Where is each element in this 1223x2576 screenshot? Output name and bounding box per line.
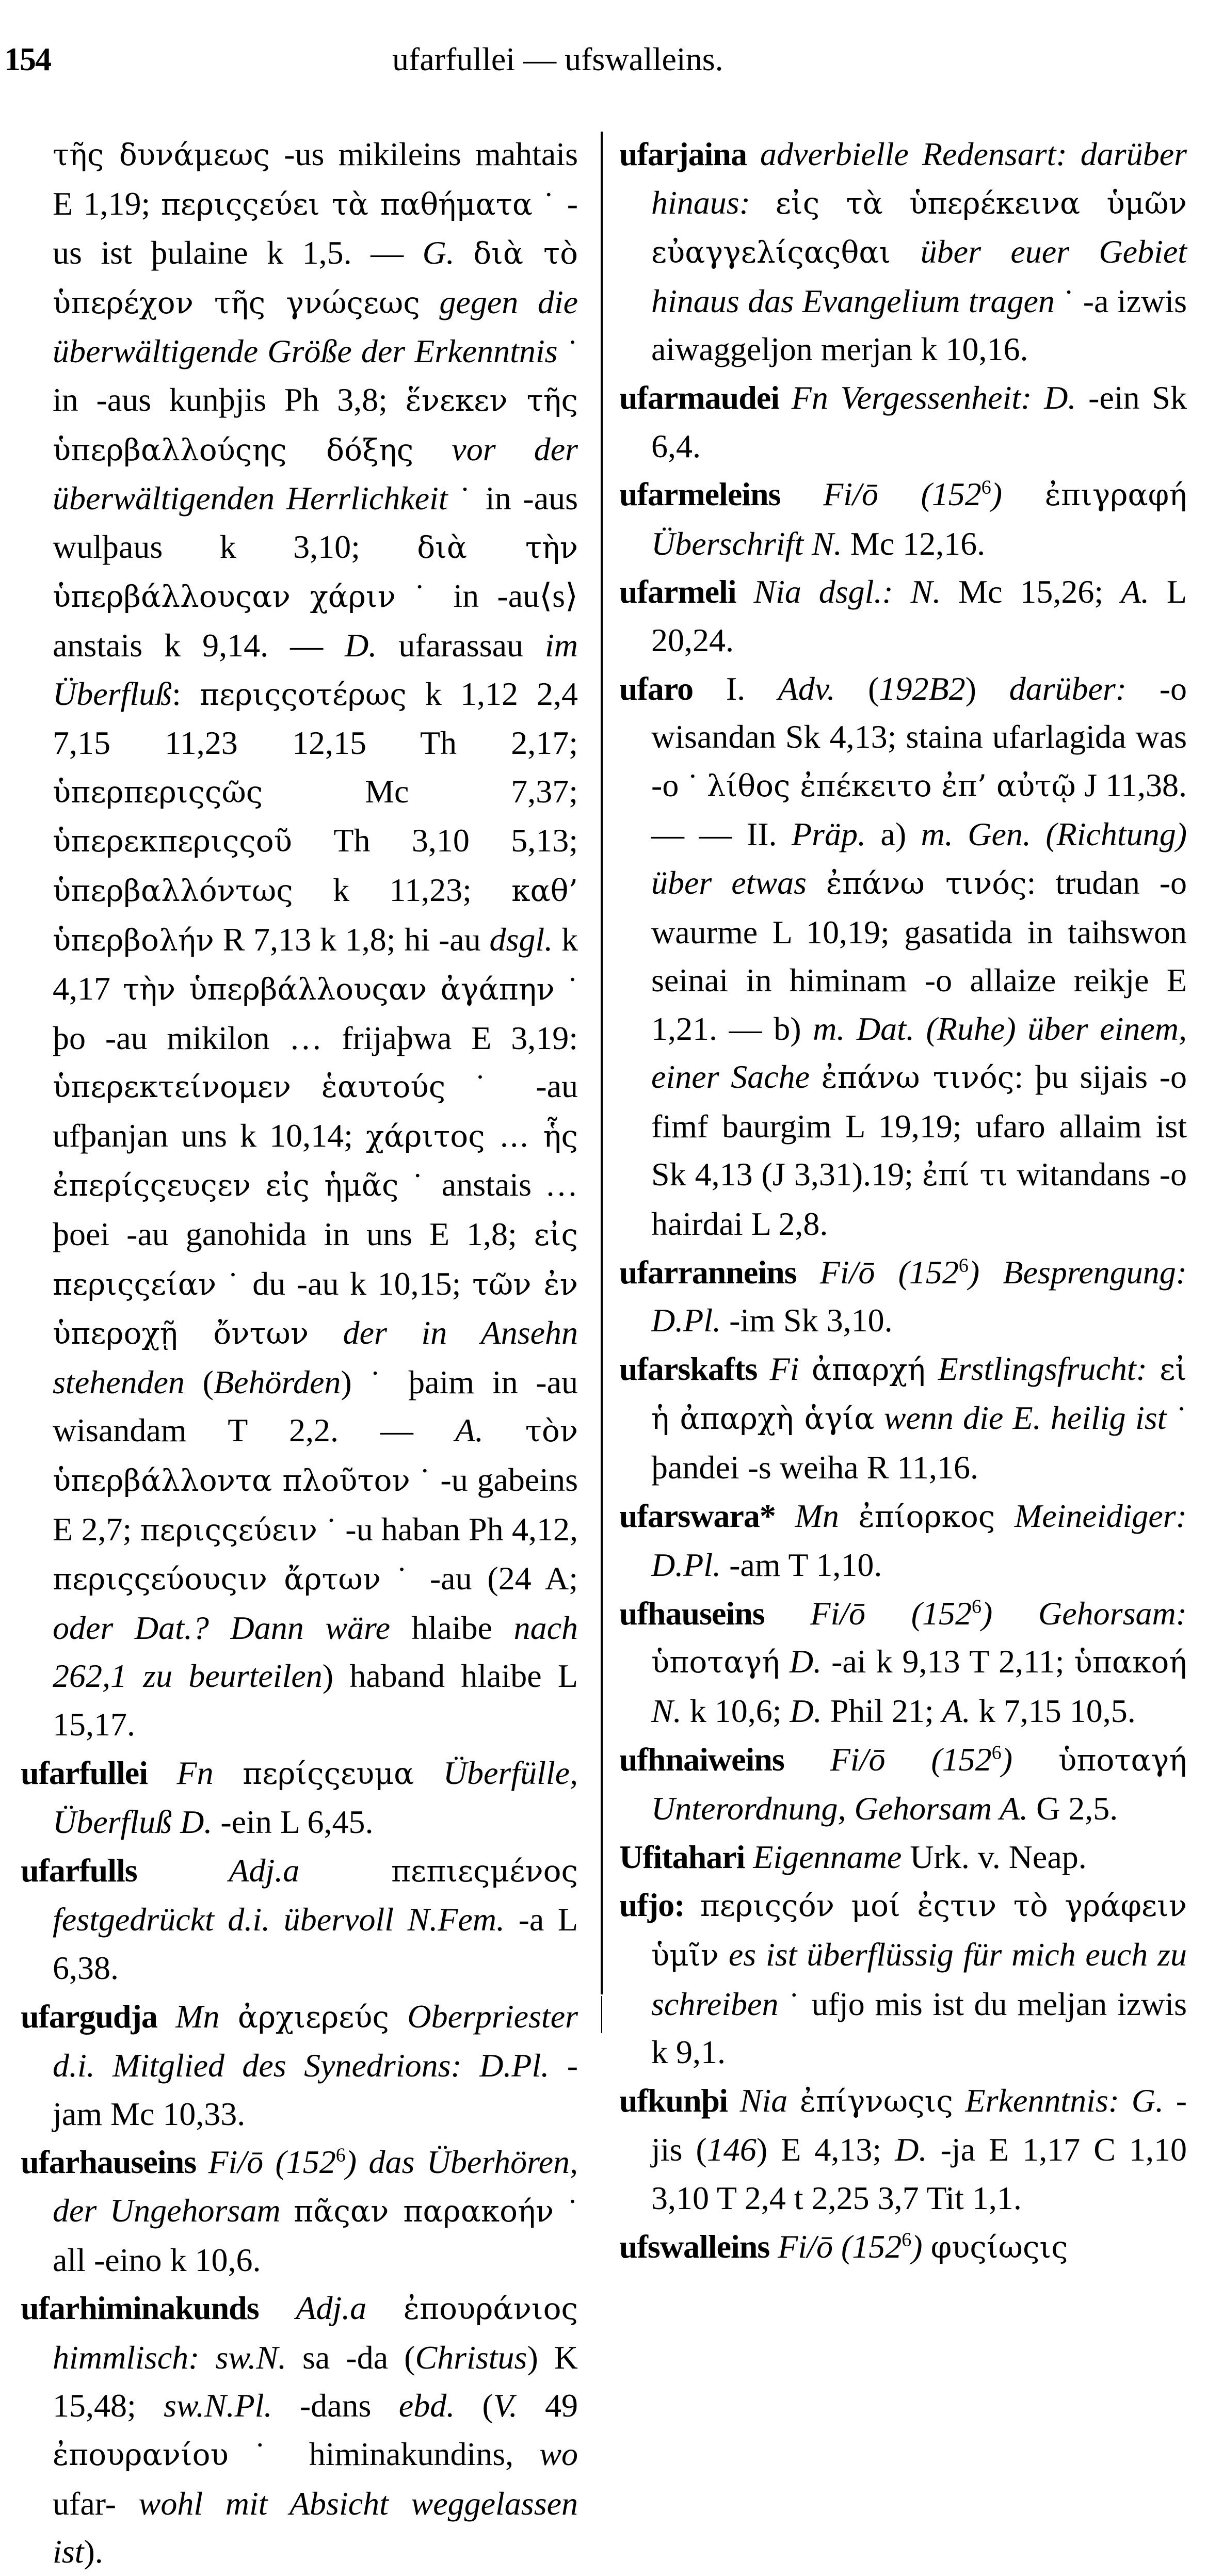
- gloss-text: vor der überwältigenden Herrlichkeit: [53, 430, 578, 517]
- greek-text: ἐπάνω τινός: [826, 865, 1027, 901]
- gloss-text: Behörden: [213, 1363, 341, 1400]
- body-text: [923, 2228, 931, 2265]
- greek-text: τῆς δυνάμεως: [53, 137, 270, 172]
- body-text: ˙ þandei -s weiha R 11,16.: [651, 1399, 1187, 1486]
- body-text: ˙ du -au k 10,15;: [216, 1265, 472, 1302]
- dictionary-entry: [21, 1846, 578, 1992]
- gloss-text: ): [991, 476, 1003, 513]
- gloss-text: 192B2: [879, 670, 965, 707]
- dictionary-entry: [619, 374, 1187, 470]
- running-head: ufarfullei — ufswalleins.: [392, 41, 723, 77]
- body-text: [1147, 1350, 1160, 1387]
- body-text: k 11,23;: [293, 871, 512, 908]
- column-divider: [601, 132, 603, 1994]
- body-text: ) K 15,48;: [53, 2339, 578, 2424]
- gloss-text: Adj.a: [296, 2290, 367, 2327]
- gloss-text: es ist überflüssig für mich euch zu schreiben: [651, 1936, 1187, 2022]
- body-text: witandans -o hairdai L 2,8.: [651, 1156, 1187, 1243]
- gloss-text: sw.N.Pl.: [164, 2387, 272, 2424]
- body-text: ˙ -a izwis aiwaggeljon merjan k 10,16.: [651, 282, 1187, 368]
- gloss-text: Fi/ō (152: [208, 2144, 336, 2181]
- entry-lemma: ufarmeleins: [619, 476, 781, 513]
- right-column: [619, 130, 1187, 2272]
- body-text: ) haband hlaibe L 15,17.: [53, 1657, 578, 1743]
- body-text: k 1,12 2,4 7,15 11,23 12,15 Th 2,17;: [53, 675, 578, 762]
- gloss-text: ): [981, 1595, 993, 1632]
- body-text: ): [965, 670, 1009, 707]
- entry-lemma: ufarskafts: [619, 1350, 758, 1387]
- body-text: 6: [902, 2229, 912, 2251]
- body-text: [799, 1350, 812, 1387]
- body-text: ˙ in -au⟨s⟩ anstais k 9,14. —: [53, 577, 578, 664]
- dictionary-entry: [619, 1248, 1187, 1345]
- entry-lemma: ufarswara*: [619, 1497, 776, 1534]
- body-text: 49: [517, 2387, 578, 2424]
- body-text: ˙ all -eino k 10,6.: [53, 2192, 578, 2278]
- entry-lemma: ufswalleins: [619, 2228, 770, 2265]
- body-text: [810, 1058, 822, 1095]
- body-text: [874, 1399, 883, 1436]
- left-column: [21, 130, 578, 2576]
- gloss-text: Oberpriester d.i. Mitglied des Synedrions: D.Pl.: [53, 1998, 578, 2084]
- gloss-text: Nia: [739, 2082, 788, 2119]
- body-text: [299, 1852, 391, 1889]
- greek-text: ἐπίορκος: [858, 1499, 995, 1534]
- gloss-text: Überschrift N.: [651, 525, 842, 562]
- gloss-text: das Überhören, der Ungehorsam: [53, 2144, 578, 2229]
- body-text: ˙ -au ufþanjan uns k 10,14;: [53, 1068, 578, 1154]
- body-text: [979, 1254, 1003, 1291]
- body-text: [309, 1314, 343, 1351]
- body-text: G 2,5.: [1028, 1790, 1118, 1827]
- dictionary-entry: [619, 1881, 1187, 2076]
- body-text: [1002, 476, 1045, 512]
- body-text: -dans: [272, 2387, 399, 2424]
- entry-lemma: ufarfullei: [21, 1754, 148, 1791]
- gloss-text: D.: [345, 626, 377, 664]
- body-text: [366, 2290, 404, 2326]
- dictionary-entry: [619, 130, 1187, 374]
- greek-text: ἐπουράνιος: [403, 2291, 578, 2327]
- gloss-text: Präp.: [791, 816, 866, 853]
- greek-text: ἀπαρχή: [811, 1351, 926, 1387]
- body-text: Phil 21;: [822, 1693, 942, 1729]
- gloss-text: G.: [422, 234, 455, 271]
- greek-text: πᾶςαν παρακοήν: [294, 2193, 554, 2229]
- gloss-text: m. Dat. (Ruhe) über einem, einer Sache: [651, 1010, 1187, 1096]
- gloss-text: Fn Vergessenheit: D.: [791, 379, 1076, 416]
- body-text: [719, 1936, 729, 1973]
- dictionary-entry: [619, 2223, 1187, 2272]
- greek-text: ἐπί τι: [922, 1157, 1008, 1193]
- gloss-text: Erkenntnis: G.: [965, 2082, 1164, 2119]
- gloss-text: Fi/ō (152: [830, 1741, 992, 1778]
- body-text: :: [172, 675, 200, 712]
- dictionary-entry: [21, 1749, 578, 1846]
- body-text: [220, 1998, 238, 2035]
- body-text: 6: [972, 1596, 982, 1618]
- body-text: [357, 2144, 368, 2180]
- body-text: [750, 184, 776, 221]
- entry-lemma: ufkunþi: [619, 2082, 728, 2119]
- body-text: R 7,13 k 1,8; hi -au: [214, 921, 490, 958]
- entry-lemma: ufarfulls: [21, 1852, 137, 1889]
- body-text: Mc 7,37;: [263, 772, 578, 810]
- greek-text: εἰς τὰ ὑπερέκεινα ὑμῶν εὐαγγελίςαςθαι: [651, 185, 1187, 270]
- body-text: [214, 1754, 243, 1791]
- body-text: Mc 12,16.: [842, 525, 986, 562]
- body-text: ˙ -u haban Ph 4,12,: [317, 1510, 578, 1548]
- body-text: 6: [335, 2145, 346, 2167]
- gloss-text: m. Gen. (Richtung) über etwas: [651, 816, 1187, 901]
- entry-lemma: ufarhiminakunds: [21, 2290, 259, 2327]
- greek-text: τὸν ὑπερβάλλοντα πλοῦτον: [53, 1413, 578, 1499]
- body-text: 6: [958, 1254, 969, 1277]
- greek-text: περιςςόν μοί ἐςτιν τὸ γράφειν ὑμῖν: [651, 1888, 1187, 1973]
- body-text: -ja E 1,17 C 1,10 3,10 T 2,4 t 2,25 3,7 Tit 1,1.: [651, 2131, 1187, 2216]
- body-text: ˙ -au (24 A;: [381, 1560, 578, 1597]
- dictionary-entry: [21, 2284, 578, 2576]
- gloss-text: Fi/ō (152: [819, 1253, 959, 1291]
- gloss-text: Gehorsam:: [1038, 1595, 1187, 1632]
- gloss-text: darüber:: [1009, 670, 1127, 707]
- gloss-text: über euer Gebiet hinaus das Evangelium tragen: [651, 233, 1187, 319]
- body-text: Th 3,10 5,13;: [292, 822, 578, 859]
- greek-text: χάριτος … ἧς ἐπερίςςευςεν εἰς ἡμᾶς: [53, 1118, 578, 1203]
- body-text: k 7,15 10,5.: [970, 1693, 1136, 1729]
- gloss-text: Fi/ō (152: [810, 1595, 972, 1632]
- greek-text: περίςςευμα: [243, 1756, 414, 1791]
- body-text: ˙ himinakundins,: [228, 2435, 540, 2472]
- gloss-text: Überfülle, Überfluß D.: [53, 1754, 578, 1841]
- gloss-text: adverbielle Redensart: darüber hinaus:: [651, 136, 1187, 221]
- body-text: [992, 1595, 1038, 1632]
- body-text: (: [184, 1363, 214, 1400]
- gloss-text: Nia dsgl.: N.: [753, 573, 941, 610]
- body-text: -a L 6,38.: [53, 1901, 578, 1986]
- gloss-text: Unterordnung, Gehorsam A.: [651, 1790, 1028, 1827]
- greek-text: ὑποταγή: [1058, 1742, 1187, 1778]
- entry-lemma: ufhauseins: [619, 1595, 765, 1632]
- gloss-text: Mn: [795, 1497, 839, 1534]
- gloss-text: 146: [706, 2131, 757, 2168]
- dictionary-entry: [619, 665, 1187, 1248]
- gloss-text: oder Dat.? Dann wäre: [53, 1609, 390, 1646]
- body-text: ˙ þo -au mikilon … frijaþwa E 3,19:: [53, 970, 578, 1056]
- entry-lemma: ufarmaudei: [619, 379, 779, 416]
- greek-text: ὑποταγή: [651, 1645, 780, 1680]
- gloss-text: im Überfluß: [53, 626, 578, 712]
- body-text: -us mikileins mahtais E 1,19;: [53, 136, 578, 222]
- greek-text: ἐπουρανίου: [53, 2437, 229, 2472]
- body-text: a): [865, 816, 921, 853]
- body-text: ufarassau: [377, 626, 545, 664]
- greek-text: ὑπερεκτείνομεν ἑαυτούς: [53, 1069, 446, 1105]
- gloss-text: Adj.a: [229, 1852, 300, 1889]
- greek-text: διὰ τὸ ὑπερέχον τῆς γνώςεως: [53, 236, 578, 320]
- body-text: -o wisandan Sk 4,13; staina ufarlagida was -o ˙: [651, 670, 1187, 803]
- greek-text: φυςίωςις: [930, 2229, 1068, 2265]
- gloss-text: Christus: [415, 2339, 527, 2376]
- body-text: [953, 2082, 965, 2119]
- dictionary-entry: [619, 1735, 1187, 1833]
- body-text: -jis (: [651, 2082, 1187, 2168]
- body-text: : trudan -o waurme L 10,19; gasatida in taihswon seinai in himinam -o allaize reikje E 1,21. — b): [651, 864, 1187, 1047]
- greek-text: ὑπερεκπεριςςοῦ: [53, 824, 292, 859]
- gloss-text: A.: [942, 1693, 971, 1729]
- body-text: [839, 1498, 859, 1534]
- body-text: k 4,17: [53, 921, 578, 1007]
- body-text: [807, 864, 826, 901]
- body-text: k 10,6;: [681, 1693, 790, 1729]
- body-text: Mc 15,26;: [941, 573, 1121, 610]
- dictionary-entry: [619, 2076, 1187, 2223]
- gloss-text: wohl mit Absicht weggelassen ist: [53, 2485, 578, 2570]
- greek-text: ἐπιγραφή: [1044, 477, 1187, 513]
- gloss-text: dsgl.: [489, 921, 553, 958]
- greek-text: λίθος ἐπέκειτο ἐπ’ αὐτῷ: [706, 768, 1076, 803]
- greek-text: περιςςεύειν: [140, 1512, 317, 1548]
- body-text: [925, 1350, 938, 1387]
- gloss-text: D.: [895, 2131, 927, 2168]
- greek-text: τὴν ὑπερβάλλουςαν ἀγάπην: [122, 972, 555, 1007]
- dictionary-entry: [619, 1833, 1187, 1881]
- body-text: ˙ ufjo mis ist du meljan izwis k 9,1.: [651, 1985, 1187, 2071]
- gloss-text: Meineidiger: D.Pl.: [651, 1497, 1187, 1584]
- left-entries: [21, 1749, 578, 2576]
- entry-lemma: ufjo:: [619, 1887, 685, 1924]
- body-text: ufar-: [53, 2485, 139, 2522]
- greek-text: περιςςεύει τὰ παθήματα: [160, 186, 533, 222]
- gloss-text: D.: [789, 1643, 822, 1680]
- gloss-text: festgedrückt d.i. übervoll N.Fem.: [53, 1901, 505, 1938]
- entry-lemma: ufarranneins: [619, 1253, 797, 1291]
- body-text: [281, 2192, 294, 2229]
- body-text: -ein L 6,45.: [212, 1804, 374, 1841]
- body-text: -am T 1,10.: [721, 1547, 882, 1584]
- body-text: -jam Mc 10,33.: [53, 2047, 578, 2132]
- entry-lemma: ufaro: [619, 670, 694, 707]
- body-text: ).: [84, 2533, 103, 2570]
- body-text: [1012, 1741, 1058, 1778]
- greek-text: ὑπερπεριςςῶς: [53, 774, 263, 810]
- gloss-text: N.: [651, 1693, 682, 1729]
- gloss-text: ): [345, 2144, 357, 2181]
- gloss-text: V.: [493, 2387, 518, 2424]
- gloss-text: ): [911, 2228, 923, 2265]
- body-text: I.: [726, 670, 778, 707]
- body-text: [780, 1643, 790, 1680]
- body-text: ˙ in -aus kunþjis Ph 3,8;: [53, 333, 578, 418]
- gloss-text: himmlisch: sw.N.: [53, 2339, 286, 2376]
- gloss-text: A.: [455, 1412, 484, 1449]
- body-text: 6: [991, 1742, 1002, 1764]
- dictionary-entry: [619, 568, 1187, 664]
- body-text: ˙ -u gabeins E 2,7;: [53, 1461, 578, 1548]
- body-text: [891, 233, 920, 270]
- entry-lemma: ufarmeli: [619, 573, 736, 610]
- dictionary-entry: [21, 1992, 578, 2138]
- greek-text: τῶν ἐν ὑπεροχῇ ὄντων: [53, 1266, 578, 1351]
- gloss-text: wenn die E. heilig ist: [883, 1399, 1167, 1437]
- gloss-text: Eigenname: [753, 1838, 902, 1875]
- body-text: L 20,24.: [651, 573, 1187, 658]
- gloss-text: wo: [539, 2435, 578, 2472]
- body-text: Urk. v. Neap.: [902, 1838, 1087, 1875]
- body-text: [420, 284, 440, 320]
- body-text: 6: [981, 476, 991, 498]
- body-text: ˙ -us ist þulaine k 1,5. —: [53, 185, 578, 271]
- dictionary-entry: [619, 1589, 1187, 1735]
- body-text: hlaibe: [390, 1609, 514, 1646]
- entry-lemma: Ufitahari: [619, 1838, 745, 1875]
- greek-text: ἐπίγνωςις: [799, 2083, 953, 2119]
- entry-continuation: [21, 130, 578, 1749]
- body-text: (: [835, 670, 879, 707]
- body-text: [414, 1754, 443, 1791]
- entry-lemma: ufhnaiweins: [619, 1741, 784, 1778]
- column-divider-end: [601, 1996, 602, 2033]
- body-text: (: [455, 2387, 493, 2424]
- page-number: 154: [4, 41, 51, 77]
- dictionary-entry: [619, 1492, 1187, 1589]
- gloss-text: Fn: [176, 1754, 214, 1791]
- body-text: ) ˙ þaim in -au wisandam T 2,2. —: [53, 1363, 578, 1449]
- body-text: [787, 2082, 800, 2119]
- gloss-text: nach 262,1 zu beurteilen: [53, 1609, 578, 1695]
- body-text: [413, 431, 452, 468]
- gloss-text: Adv.: [778, 670, 835, 707]
- gloss-text: Besprengung: D.Pl.: [651, 1253, 1187, 1339]
- body-text: [995, 1498, 1015, 1534]
- gloss-text: der in Ansehn stehenden: [53, 1314, 578, 1400]
- greek-text: εἰ ἡ ἀπαρχὴ ἁγία: [651, 1351, 1187, 1437]
- page-header: [0, 40, 1223, 87]
- gloss-text: Fi: [769, 1350, 799, 1387]
- body-text: sa -da (: [286, 2339, 415, 2376]
- body-text: ) E 4,13;: [756, 2131, 895, 2168]
- gloss-text: Fi/ō (152: [823, 476, 981, 513]
- body-text: ˙ anstais … þoei -au ganohida in uns E 1,8;: [53, 1166, 578, 1253]
- gloss-text: Mn: [175, 1998, 220, 2035]
- body-text: J 11,38. — — II.: [651, 766, 1187, 853]
- greek-text: καθ’ ὑπερβολήν: [53, 873, 578, 958]
- body-text: [484, 1412, 525, 1448]
- greek-text: περιςςεύουςιν ἄρτων: [53, 1561, 381, 1597]
- gloss-text: Fi/ō (152: [778, 2228, 902, 2265]
- body-text: : þu sijais -o fimf baurgim L 19,19; ufaro allaim ist Sk 4,13 (J 3,31).19;: [651, 1058, 1187, 1193]
- greek-text: ἐπάνω τινός: [821, 1060, 1015, 1096]
- entry-lemma: ufarjaina: [619, 136, 747, 172]
- body-text: ˙ in -aus wulþaus k 3,10;: [53, 480, 578, 565]
- greek-text: ἕνεκεν τῆς ὑπερβαλλούςης δόξης: [53, 382, 578, 468]
- gloss-text: Erstlingsfrucht:: [938, 1350, 1147, 1387]
- entry-lemma: ufargudja: [21, 1998, 157, 2035]
- gloss-text: ebd.: [398, 2387, 455, 2424]
- body-text: -ein Sk 6,4.: [651, 379, 1187, 464]
- greek-text: εἰς περιςςείαν: [53, 1217, 578, 1302]
- entry-lemma: ufarhauseins: [21, 2144, 197, 2181]
- greek-text: ἀρχιερεύς: [237, 1999, 389, 2035]
- greek-text: διὰ τὴν ὑπερβάλλουςαν χάριν: [53, 529, 578, 615]
- body-text: -ai k 9,13 T 2,11;: [822, 1643, 1074, 1680]
- body-text: -im Sk 3,10.: [721, 1302, 893, 1339]
- greek-text: ὑπερβαλλόντως: [53, 873, 293, 908]
- right-entries: [619, 130, 1187, 2272]
- gloss-text: ): [1001, 1741, 1013, 1778]
- greek-text: πεπιεςμένος: [391, 1853, 578, 1889]
- gloss-text: gegen die überwältigende Größe der Erkenntnis: [53, 283, 578, 370]
- body-text: [389, 1998, 407, 2035]
- dictionary-entry: [21, 2138, 578, 2284]
- dictionary-entry: [619, 470, 1187, 568]
- gloss-text: D.: [790, 1693, 822, 1729]
- gloss-text: ): [968, 1253, 980, 1291]
- greek-text: περιςςοτέρως: [199, 677, 407, 712]
- body-text: [455, 234, 473, 271]
- greek-text: ὑπακοή: [1074, 1645, 1187, 1680]
- dictionary-entry: [619, 1345, 1187, 1492]
- gloss-text: A.: [1120, 573, 1150, 610]
